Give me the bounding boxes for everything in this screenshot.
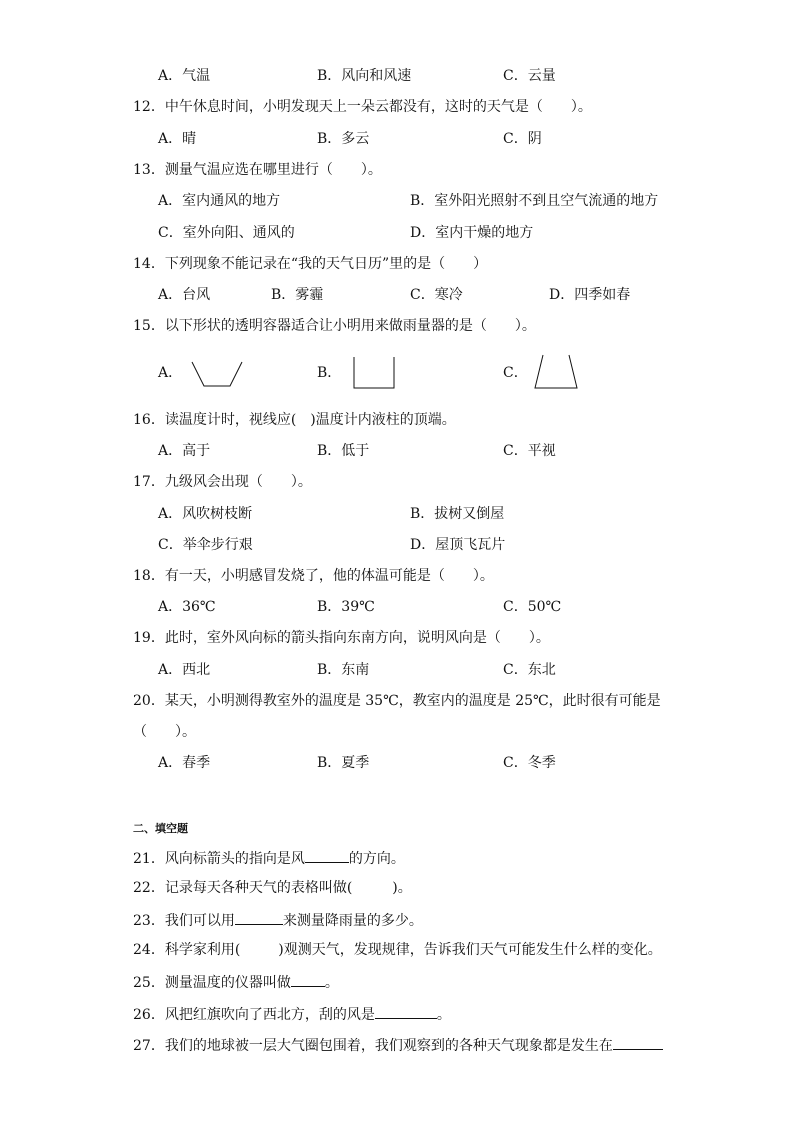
question-stem: 18．有一天，小明感冒发烧了，他的体温可能是（ ）。 — [133, 568, 494, 584]
question-21 — [133, 848, 405, 866]
question-text: )观测天气，发现规律，告诉我们天气可能发生什么样的变化。 — [278, 942, 662, 958]
q11-option-b[interactable]: B．风向和风速 — [317, 68, 412, 84]
q12-option-b[interactable]: B．多云 — [317, 131, 370, 147]
answer-blank[interactable] — [613, 1035, 663, 1050]
open-rectangle-icon — [352, 356, 396, 390]
q16-option-c[interactable]: C．平视 — [503, 443, 556, 459]
q20-option-a[interactable]: A．春季 — [158, 755, 211, 771]
q13-option-b[interactable]: B．室外阳光照射不到且空气流通的地方 — [410, 193, 659, 209]
answer-blank[interactable] — [305, 848, 349, 863]
q11-option-a[interactable]: A．气温 — [158, 68, 211, 84]
question-stem-line-1: 20．某天，小明测得教室外的温度是 35℃，教室内的温度是 25℃，此时很有可能是 — [133, 693, 661, 709]
section-title-fill-in-blanks: 二、填空题 — [133, 822, 188, 835]
q16-option-a[interactable]: A．高于 — [158, 443, 211, 459]
question-stem: 17．九级风会出现（ ）。 — [133, 474, 312, 490]
question-text: 23．我们可以用 — [133, 913, 235, 929]
question-text: 。 — [324, 975, 339, 991]
q14-option-a[interactable]: A．台风 — [158, 287, 211, 303]
q15-option-b[interactable]: B． — [317, 365, 342, 381]
q16-option-b[interactable]: B．低于 — [317, 443, 370, 459]
q13-option-c[interactable]: C．室外向阳、通风的 — [158, 225, 295, 241]
q17-option-d[interactable]: D．屋顶飞瓦片 — [410, 537, 506, 553]
q14-option-c[interactable]: C．寒冷 — [410, 287, 463, 303]
question-22 — [133, 879, 412, 897]
question-stem-line-2: （ ）。 — [133, 724, 196, 740]
question-text: 22．记录每天各种天气的表格叫做( — [133, 880, 353, 896]
q14-option-d[interactable]: D．四季如春 — [549, 287, 631, 303]
q15-option-c[interactable]: C． — [503, 365, 528, 381]
question-stem: 19．此时，室外风向标的箭头指向东南方向，说明风向是（ ）。 — [133, 630, 550, 646]
q17-option-b[interactable]: B．拔树又倒屋 — [410, 506, 505, 522]
q12-option-c[interactable]: C．阴 — [503, 131, 542, 147]
q17-option-a[interactable]: A．风吹树枝断 — [158, 506, 253, 522]
question-24 — [133, 941, 662, 959]
question-text: 26．风把红旗吹向了西北方，刮的风是 — [133, 1007, 375, 1023]
question-26 — [133, 1004, 451, 1022]
question-25 — [133, 972, 339, 990]
question-text: 。 — [436, 1007, 451, 1023]
answer-blank[interactable] — [291, 972, 325, 987]
q11-option-c[interactable]: C．云量 — [503, 68, 556, 84]
question-23 — [133, 910, 423, 928]
q19-option-b[interactable]: B．东南 — [317, 662, 370, 678]
question-stem: 12．中午休息时间，小明发现天上一朵云都没有，这时的天气是（ ）。 — [133, 99, 592, 115]
question-stem: 15．以下形状的透明容器适合让小明用来做雨量器的是（ ）。 — [133, 318, 536, 334]
question-stem: 13．测量气温应选在哪里进行（ ）。 — [133, 162, 382, 178]
q20-option-b[interactable]: B．夏季 — [317, 755, 370, 771]
q18-option-c[interactable]: C．50℃ — [503, 599, 562, 615]
question-text: )。 — [392, 880, 412, 896]
open-trapezoid-wide-bottom-icon — [533, 354, 579, 390]
question-text: 25．测量温度的仪器叫做 — [133, 975, 291, 991]
question-27 — [133, 1035, 663, 1053]
q17-option-c[interactable]: C．举伞步行艰 — [158, 537, 253, 553]
question-text: 的方向。 — [348, 851, 405, 867]
answer-blank[interactable] — [235, 910, 283, 925]
q13-option-d[interactable]: D．室内干燥的地方 — [410, 225, 534, 241]
q20-option-c[interactable]: C．冬季 — [503, 755, 556, 771]
answer-blank[interactable] — [375, 1004, 437, 1019]
question-text: 21．风向标箭头的指向是风 — [133, 851, 305, 867]
q15-option-a[interactable]: A． — [158, 365, 183, 381]
question-stem: 14．下列现象不能记录在“我的天气日历”里的是（ ） — [133, 256, 488, 272]
q14-option-b[interactable]: B．雾霾 — [271, 287, 324, 303]
question-text: 27．我们的地球被一层大气圈包围着，我们观察到的各种天气现象都是发生在 — [133, 1038, 613, 1054]
question-stem: 16．读温度计时，视线应( )温度计内液柱的顶端。 — [133, 412, 456, 428]
q19-option-c[interactable]: C．东北 — [503, 662, 556, 678]
question-text: 24．科学家利用( — [133, 942, 241, 958]
q12-option-a[interactable]: A．晴 — [158, 131, 197, 147]
open-trapezoid-wide-top-icon — [190, 360, 244, 388]
question-text: 来测量降雨量的多少。 — [282, 913, 423, 929]
q18-option-a[interactable]: A．36℃ — [158, 599, 216, 615]
q13-option-a[interactable]: A．室内通风的地方 — [158, 193, 281, 209]
q18-option-b[interactable]: B．39℃ — [317, 599, 375, 615]
q19-option-a[interactable]: A．西北 — [158, 662, 211, 678]
